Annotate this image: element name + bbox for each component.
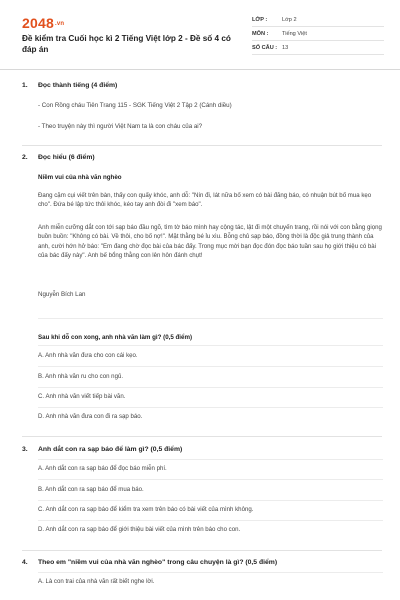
answer-option[interactable]: B. Anh dắt con ra sạp báo để mua báo.	[38, 486, 144, 493]
meta-value: Lớp 2	[282, 16, 297, 23]
section-divider	[22, 145, 382, 146]
question-title: Anh dắt con ra sạp báo để làm gì? (0,5 điểm)	[38, 446, 183, 453]
meta-row-subject	[252, 27, 384, 41]
meta-row-count	[252, 41, 384, 55]
question-4-header	[22, 559, 382, 566]
option-divider	[38, 318, 383, 319]
question-title: Đọc hiểu (6 điểm)	[38, 154, 95, 161]
meta-value: Tiếng Việt	[282, 30, 307, 37]
answer-option[interactable]: A. Anh dắt con ra sạp báo để đọc báo miễn phí.	[38, 465, 167, 472]
question-3-header	[22, 446, 382, 453]
sub-question: Sau khi dỗ con xong, anh nhà văn làm gì? (0,5 điểm)	[38, 334, 193, 341]
question-1-header	[22, 82, 382, 89]
option-divider	[38, 387, 383, 388]
question-1-line: - Theo truyện này thì người Việt Nam ta là con cháu của ai?	[38, 123, 203, 130]
option-divider	[38, 572, 383, 573]
answer-option[interactable]: D. Anh nhà văn đưa con đi ra sạp báo.	[38, 413, 143, 420]
story-paragraph: Đang cặm cụi viết trên bàn, thấy con quấy khóc, anh dỗ: "Nín đi, lát nữa bố xem có bài đăng báo, có nhuận bút bố mua kẹo cho". Đứa bé lập tức thôi khóc, kéo tay anh đòi đi "xem báo".	[38, 192, 372, 209]
story-paragraph: Anh miễn cưỡng dắt con tới sạp báo đầu ngõ, tìm tờ báo mình hay cộng tác, lật đi một chuyến trang, rồi nói với con bằng giọng buồn buồn: "Không có bài. Về thôi, cho bố nợ!". Mặt thằng bé ỉu xìu. Bỗng chủ sạp báo, đồng thời là độc giả trung thành của anh, cười hớn hở báo: "Em đang chờ đọc bài của bác đấy. Trong mục mời bạn đọc đón đọc báo tuần sau họ giới thiệu có bài của bác đấy này". Anh bế bổng thằng con lên hôn đánh chụt!	[38, 224, 382, 260]
story-author: Nguyễn Bích Lan	[38, 291, 86, 298]
answer-option[interactable]: C. Anh nhà văn viết tiếp bài văn.	[38, 393, 126, 400]
meta-label: SỐ CÂU :	[252, 44, 278, 51]
meta-label: MÔN :	[252, 30, 269, 37]
answer-option[interactable]: B. Anh nhà văn ru cho con ngủ.	[38, 373, 124, 380]
meta-row-class	[252, 13, 384, 27]
question-title: Theo em "niềm vui của nhà văn nghèo" trong câu chuyện là gì? (0,5 điểm)	[38, 559, 278, 566]
option-divider	[38, 459, 383, 460]
question-number: 3.	[22, 446, 28, 453]
option-divider	[38, 345, 383, 346]
meta-label: LỚP :	[252, 16, 268, 23]
logo-text: 2048	[22, 15, 54, 31]
site-logo[interactable]	[22, 15, 64, 31]
question-number: 2.	[22, 154, 28, 161]
answer-option[interactable]: C. Anh dắt con ra sạp báo để kiểm tra xem trên báo có bài viết của mình không.	[38, 506, 254, 513]
option-divider	[38, 479, 383, 480]
answer-option[interactable]: A. Anh nhà văn đưa cho con cái kẹo.	[38, 352, 138, 359]
option-divider	[38, 366, 383, 367]
option-divider	[38, 500, 383, 501]
question-1-line: - Con Rồng cháu Tiên Trang 115 - SGK Tiếng Việt 2 Tập 2 (Cánh diều)	[38, 102, 232, 109]
page-title: Đề kiểm tra Cuối học kì 2 Tiếng Việt lớp 2 - Đề số 4 có đáp án	[22, 34, 231, 54]
story-title: Niềm vui của nhà văn nghèo	[38, 174, 122, 181]
question-2-header	[22, 154, 382, 161]
section-divider	[22, 550, 382, 551]
exam-meta	[252, 13, 384, 55]
answer-option[interactable]: D. Anh dắt con ra sạp báo để giới thiệu bài viết của mình trên báo cho con.	[38, 526, 241, 533]
answer-option[interactable]: A. Là con trai của nhà văn rất biết nghe lời.	[38, 578, 155, 585]
meta-value: 13	[282, 44, 289, 51]
question-title: Đọc thành tiếng (4 điểm)	[38, 82, 118, 89]
question-number: 4.	[22, 559, 28, 566]
option-divider	[38, 407, 383, 408]
question-number: 1.	[22, 82, 28, 89]
logo-suffix: .vn	[54, 21, 65, 28]
page-header	[0, 0, 400, 70]
option-divider	[38, 520, 383, 521]
section-divider	[22, 436, 382, 437]
